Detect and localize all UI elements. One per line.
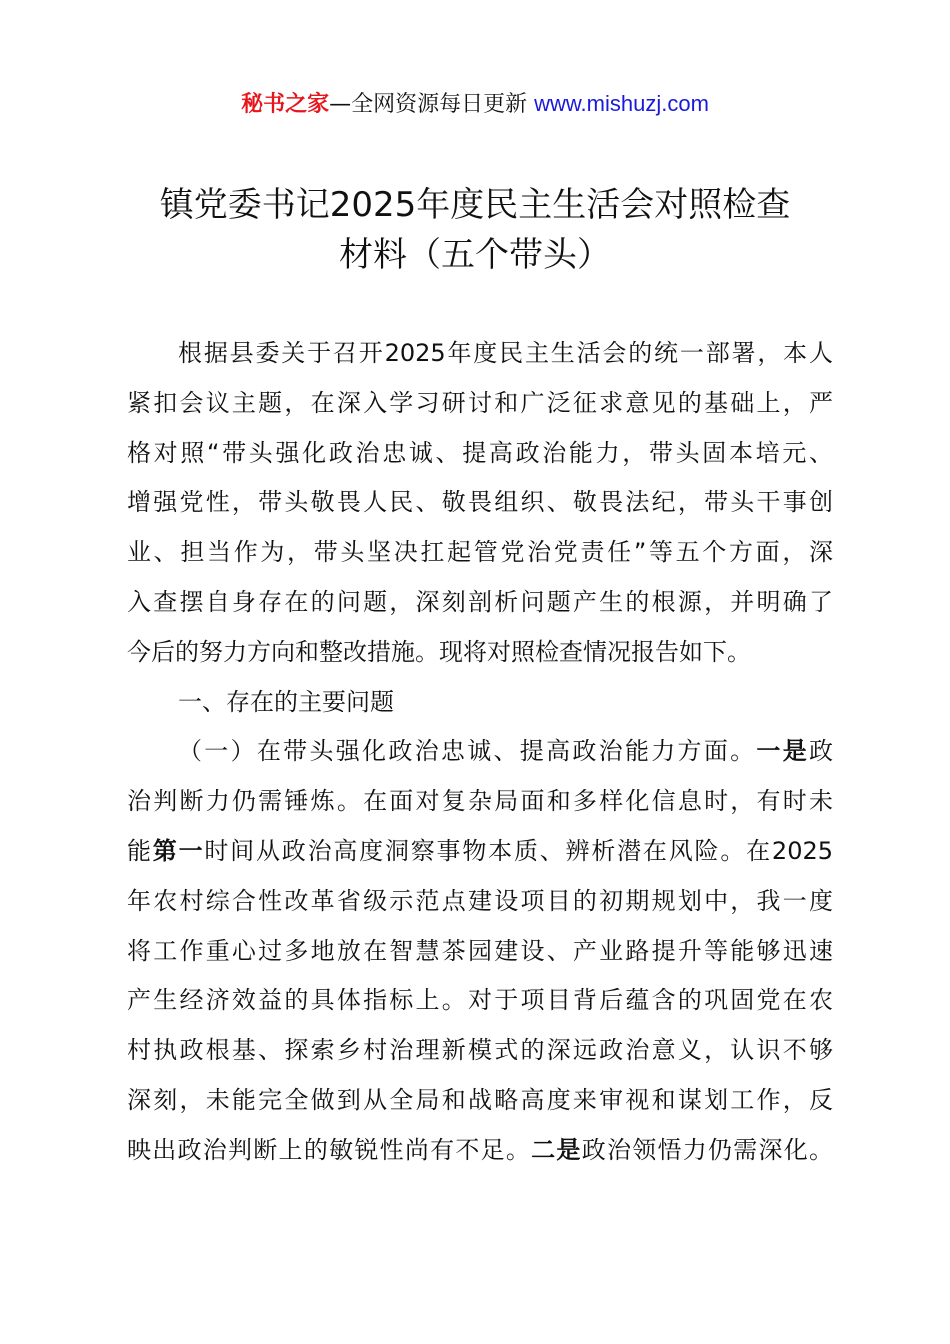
bold-text: 一是: [756, 737, 810, 766]
text-line: [127, 777, 833, 827]
text-line: [127, 429, 833, 479]
text-segment: （一）在带头强化政治忠诚、提高政治能力方面。: [178, 737, 757, 766]
title-line-1: 镇党委书记2025年度民主生活会对照检查: [159, 185, 791, 225]
text-segment: 根据县委关于召开2025年度民主生活会的统一部署，本人: [178, 339, 833, 367]
text-segment: 今后的努力方向和整改措施。现将对照检查情况报告如下。: [127, 637, 751, 666]
text-segment: 年农村综合性改革省级示范点建设项目的初期规划中，我一度: [127, 886, 833, 915]
text-segment: 政: [809, 737, 834, 766]
text-line: [127, 528, 833, 578]
document-title: [0, 180, 950, 280]
text-segment: 政治领悟力仍需深化。: [581, 1135, 834, 1164]
text-line: [127, 927, 833, 977]
text-segment: 村执政根基、探索乡村治理新模式的深远政治意义，认识不够: [127, 1036, 833, 1065]
bold-text: 二是: [531, 1135, 582, 1164]
text-segment: 格对照“带头强化政治忠诚、提高政治能力，带头固本培元、: [127, 438, 833, 467]
text-line: [127, 976, 833, 1026]
site-url-link[interactable]: www.mishuzj.com: [534, 91, 709, 116]
brand-name: 秘书之家: [241, 92, 330, 117]
text-line: [127, 1076, 833, 1126]
text-line: [127, 379, 833, 429]
text-segment: 将工作重心过多地放在智慧茶园建设、产业路提升等能够迅速: [127, 936, 833, 965]
text-line: [127, 1126, 833, 1176]
text-segment: 产生经济效益的具体指标上。对于项目背后蕴含的巩固党在农: [127, 986, 833, 1015]
slogan: —全网资源每日更新: [329, 92, 535, 117]
text-line: [127, 628, 833, 678]
text-segment: 时间从政治高度洞察事物本质、辨析潜在风险。在2025: [204, 836, 833, 865]
title-line-2: 材料（五个带头）: [339, 235, 611, 275]
text-segment: 紧扣会议主题，在深入学习研讨和广泛征求意见的基础上，严: [127, 388, 833, 417]
text-segment: 能: [127, 836, 153, 865]
document-body: [127, 329, 833, 1176]
text-line: [127, 727, 833, 777]
bold-text: 第一: [152, 836, 205, 865]
text-line: [127, 478, 833, 528]
text-segment: 入查摆自身存在的问题，深刻剖析问题产生的根源，并明确了: [127, 587, 833, 616]
text-segment: 业、担当作为，带头坚决扛起管党治党责任”等五个方面，深: [127, 538, 833, 567]
text-line: [127, 877, 833, 927]
text-line: [127, 578, 833, 628]
site-watermark-header: [0, 88, 950, 121]
text-segment: 增强党性，带头敬畏人民、敬畏组织、敬畏法纪，带头干事创: [127, 488, 833, 517]
text-line: [127, 827, 833, 877]
text-segment: 一、存在的主要问题: [178, 687, 394, 716]
text-segment: 深刻，未能完全做到从全局和战略高度来审视和谋划工作，反: [127, 1085, 833, 1114]
text-line: [127, 678, 833, 728]
text-line: [127, 329, 833, 379]
text-segment: 治判断力仍需锤炼。在面对复杂局面和多样化信息时，有时未: [127, 787, 833, 816]
text-line: [127, 1026, 833, 1076]
text-segment: 映出政治判断上的敏锐性尚有不足。: [127, 1135, 532, 1164]
